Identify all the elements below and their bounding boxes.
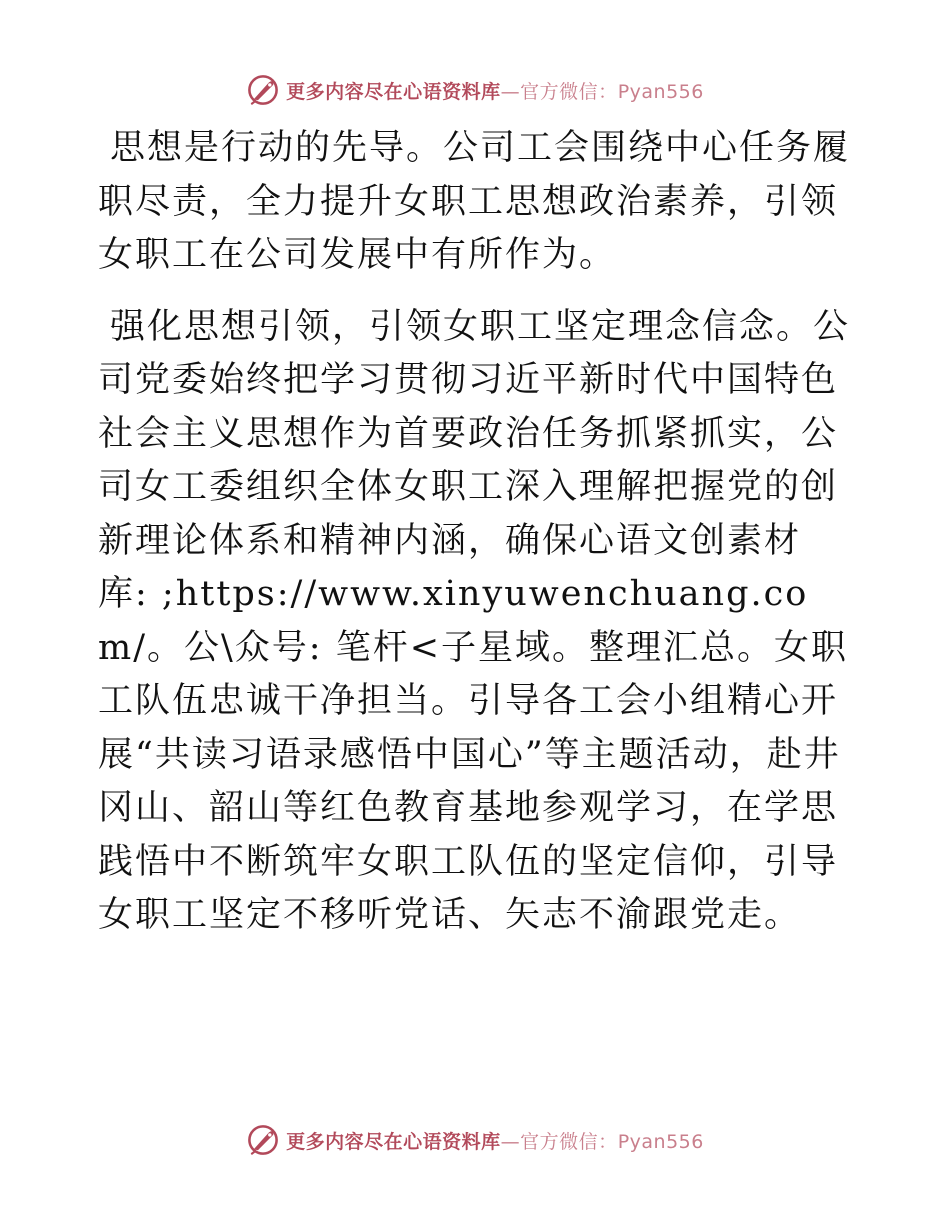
quill-pen-logo-icon (246, 73, 280, 107)
document-body (98, 122, 850, 943)
banner-account: Pyan556 (617, 1130, 704, 1153)
footer-banner (0, 1120, 950, 1160)
banner-dash: — (500, 80, 521, 103)
banner-dash: — (500, 1130, 521, 1153)
quill-pen-logo-icon (246, 1123, 280, 1157)
header-banner (0, 70, 950, 110)
banner-brand: 更多内容尽在心语资料库 (286, 80, 501, 103)
banner-text (286, 1127, 704, 1154)
banner-account: Pyan556 (617, 80, 704, 103)
banner-brand: 更多内容尽在心语资料库 (286, 1130, 501, 1153)
banner-wechat-label: 官方微信： (520, 80, 618, 103)
paragraph-2: 强化思想引领，引领女职工坚定理念信念。公司党委始终把学习贯彻习近平新时代中国特色社会主义思想作为首要政治任务抓紧抓实，公司女工委组织全体女职工深入理解把握党的创新理论体系和精神内涵，确保心语文创素材库: ;https://www.xinyuwenchuang.com/。公\众号: 笔杆<子星域。整理汇总。女职工队伍忠诚干净担当。引导各工会小组精心开展“共读习语录感悟中国心”等主题活动，赴井冈山、韶山等红色教育基地参观学习，在学思践悟中不断筑牢女职工队伍的坚定信仰，引导女职工坚定不移听党话、矢志不渝跟党走。 (98, 306, 851, 935)
banner-text (286, 77, 704, 104)
banner-wechat-label: 官方微信： (520, 1130, 618, 1153)
paragraph-1: 思想是行动的先导。公司工会围绕中心任务履职尽责，全力提升女职工思想政治素养，引领女职工在公司发展中有所作为。 (98, 128, 851, 275)
